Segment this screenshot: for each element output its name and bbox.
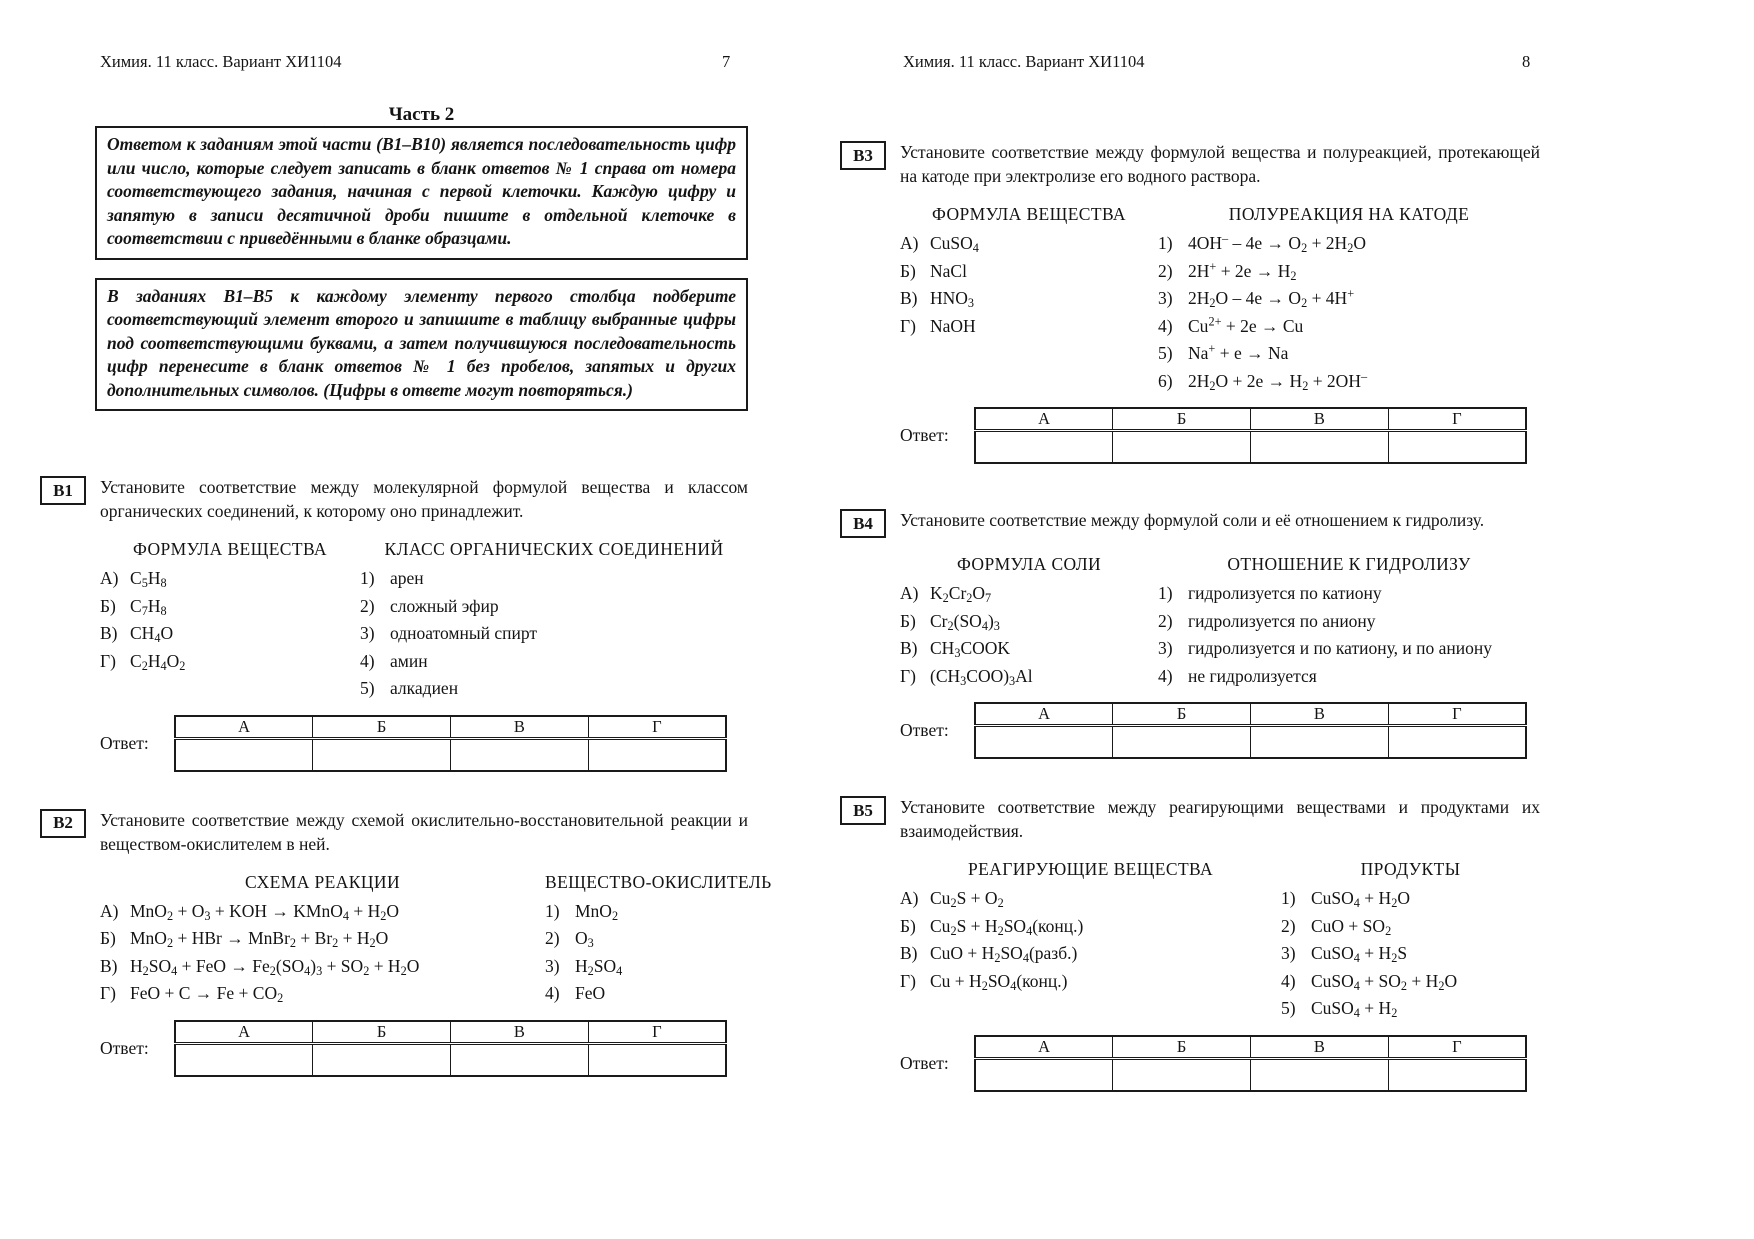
list-item bbox=[100, 953, 545, 981]
instruction-box-answers: Ответом к заданиям этой части (В1–В10) является последовательность цифр или число, которые следует записать в бланк ответов № 1 справа от номера соответствующего задания, начиная с первой клеточки. Каждую цифру и запятую в записи десятичной дроби пишите в отдельной клеточке в соответствии с приведёнными в бланке образцами. bbox=[95, 126, 748, 260]
match-list-right bbox=[360, 565, 748, 703]
list-item bbox=[545, 980, 772, 1008]
answer-cell-v[interactable] bbox=[451, 738, 589, 771]
answer-cell-g[interactable] bbox=[588, 738, 726, 771]
list-item bbox=[100, 925, 545, 953]
answer-input-row bbox=[975, 726, 1526, 759]
item-formula: $H_2SO_4$ + FeO → $Fe_2(SO_4)_3 + SO_2 + H_2O$ bbox=[130, 955, 420, 978]
answer-table bbox=[974, 407, 1527, 464]
answer-column-header: Б bbox=[1113, 1036, 1251, 1059]
answer-label: Ответ: bbox=[900, 425, 949, 445]
item-letter: Г) bbox=[100, 983, 116, 1003]
task-number-badge: В5 bbox=[840, 796, 886, 825]
item-option: гидролизуется по аниону bbox=[1188, 610, 1376, 631]
item-reagents: $Cu_2S$ + $H_2SO_4(конц.)$ bbox=[930, 915, 1084, 938]
item-number: 2) bbox=[545, 928, 560, 948]
answer-cell-b[interactable] bbox=[313, 1043, 451, 1076]
item-option: не гидролизуется bbox=[1188, 665, 1317, 686]
task-b1 bbox=[40, 475, 748, 772]
part-title: Часть 2 bbox=[388, 104, 455, 125]
list-item bbox=[1281, 913, 1540, 941]
item-formula: $HNO_3$ bbox=[930, 288, 975, 311]
answer-header-row bbox=[975, 408, 1526, 431]
answer-column-header: В bbox=[451, 716, 589, 739]
column-header-left: ФОРМУЛА СОЛИ bbox=[956, 554, 1101, 574]
task-number-badge: В3 bbox=[840, 141, 886, 170]
answer-cell-a[interactable] bbox=[975, 431, 1113, 464]
item-formula: $Cr_2(SO_4)_3$ bbox=[930, 610, 1000, 633]
item-option: одноатомный спирт bbox=[390, 623, 538, 643]
answer-table bbox=[974, 702, 1527, 759]
item-option: FeO bbox=[575, 983, 606, 1003]
list-item bbox=[1158, 608, 1540, 636]
item-formula: $C_5H_8$ bbox=[130, 568, 167, 591]
item-number: 1) bbox=[1281, 888, 1296, 908]
answer-cell-v[interactable] bbox=[1251, 726, 1389, 759]
page-7 bbox=[40, 0, 772, 1239]
column-header-right: ОТНОШЕНИЕ К ГИДРОЛИЗУ bbox=[1227, 554, 1471, 574]
match-list-left bbox=[100, 898, 545, 1008]
item-number: 5) bbox=[1158, 343, 1173, 363]
item-reagents: CuO + $H_2SO_4(разб.)$ bbox=[930, 943, 1078, 966]
answer-input-row bbox=[175, 1043, 726, 1076]
match-list-right bbox=[1281, 885, 1540, 1023]
list-item bbox=[360, 620, 748, 648]
list-item bbox=[900, 913, 1281, 941]
answer-column-header: В bbox=[1251, 703, 1389, 726]
task-question: Установите соответствие между формулой вещества и полуреакцией, протекающей на катоде при электролизе его водного раствора. bbox=[900, 142, 1540, 186]
answer-header-row bbox=[175, 716, 726, 739]
item-letter: Б) bbox=[900, 915, 916, 936]
page-header bbox=[838, 52, 1540, 72]
item-number: 1) bbox=[545, 900, 560, 921]
task-question: Установите соответствие между схемой окислительно-восстановительной реакции и веществом-окислителем в ней. bbox=[100, 809, 748, 854]
item-option: $O_3$ bbox=[575, 928, 594, 951]
answer-cell-b[interactable] bbox=[1113, 1058, 1251, 1091]
answer-column-header: Б bbox=[313, 716, 451, 739]
answer-cell-v[interactable] bbox=[451, 1043, 589, 1076]
item-letter: Г) bbox=[900, 315, 916, 336]
answer-cell-a[interactable] bbox=[175, 1043, 313, 1076]
list-item bbox=[1158, 258, 1540, 286]
task-question: Установите соответствие между реагирующими веществами и продуктами их взаимодействия. bbox=[900, 797, 1540, 841]
task-number-badge: В1 bbox=[40, 476, 86, 505]
item-formula: $CH_4O$ bbox=[130, 623, 174, 646]
answer-column-header: Б bbox=[313, 1021, 451, 1044]
item-number: 3) bbox=[360, 623, 375, 643]
task-question: Установите соответствие между молекулярной формулой вещества и классом органических соединений, к которому оно принадлежит. bbox=[100, 477, 748, 521]
answer-column-header: А bbox=[175, 1021, 313, 1044]
list-item bbox=[545, 925, 772, 953]
item-half-reaction: $2H^+ + 2e \to H_2$ bbox=[1188, 258, 1297, 283]
item-number: 1) bbox=[1158, 583, 1173, 603]
item-letter: А) bbox=[100, 900, 119, 921]
answer-column-header: Г bbox=[1388, 408, 1526, 431]
list-item bbox=[360, 565, 748, 593]
item-formula: $C_2H_4O_2$ bbox=[130, 650, 186, 673]
list-item bbox=[1281, 885, 1540, 913]
list-item bbox=[545, 898, 772, 926]
column-header-right: ВЕЩЕСТВО-ОКИСЛИТЕЛЬ bbox=[545, 871, 772, 892]
item-number: 5) bbox=[1281, 998, 1296, 1018]
answer-label: Ответ: bbox=[100, 1037, 149, 1058]
item-formula: $(CH_3COO)_3Al$ bbox=[930, 665, 1033, 688]
item-letter: А) bbox=[900, 888, 919, 908]
item-option: алкадиен bbox=[390, 678, 459, 698]
page-8 bbox=[838, 0, 1540, 1239]
list-item bbox=[1158, 313, 1540, 341]
list-item bbox=[900, 285, 1158, 313]
item-letter: Б) bbox=[900, 260, 916, 281]
list-item bbox=[900, 608, 1158, 636]
item-half-reaction: $2H_2O + 2e \to H_2 + 2OH^-$ bbox=[1188, 368, 1368, 393]
task-question: Установите соответствие между формулой соли и её отношением к гидролизу. bbox=[900, 510, 1485, 530]
list-item bbox=[1281, 995, 1540, 1023]
match-list-right bbox=[1158, 230, 1540, 395]
list-item bbox=[900, 580, 1158, 608]
item-letter: В) bbox=[100, 955, 118, 976]
list-item bbox=[1158, 285, 1540, 313]
item-option: арен bbox=[390, 568, 424, 588]
instruction-box-matching: В заданиях В1–В5 к каждому элементу первого столбца подберите соответствующий элемент второго и запишите в таблицу выбранные цифры под соответствующими буквами, а затем получившуюся последовательность цифр перенесите в бланк ответов № 1 без пробелов, запятых и других дополнительных символов. (Цифры в ответе могут повторяться.) bbox=[95, 278, 748, 412]
item-formula: $K_2Cr_2O_7$ bbox=[930, 583, 992, 606]
page-number: 8 bbox=[1522, 52, 1531, 71]
list-item bbox=[1281, 968, 1540, 996]
list-item bbox=[1158, 635, 1540, 663]
item-number: 2) bbox=[360, 595, 375, 616]
item-letter: Б) bbox=[100, 928, 116, 948]
item-option: гидролизуется по катиону bbox=[1188, 583, 1382, 603]
list-item bbox=[100, 620, 360, 648]
answer-cell-a[interactable] bbox=[175, 738, 313, 771]
item-reagents: $Cu + H_2SO_4(конц.)$ bbox=[930, 970, 1068, 993]
item-formula: NaCl bbox=[930, 260, 967, 281]
item-formula: $MnO_2 + O_3$ + KOH → KMnO$_4$ + $H_2O$ bbox=[130, 900, 399, 923]
answer-input-row bbox=[975, 1058, 1526, 1091]
list-item bbox=[900, 885, 1281, 913]
answer-input-row bbox=[975, 431, 1526, 464]
list-item bbox=[360, 648, 748, 676]
list-item bbox=[360, 675, 748, 703]
answer-column-header: А bbox=[975, 408, 1113, 431]
answer-header-row bbox=[175, 1021, 726, 1044]
item-half-reaction: Na+ + e → Na bbox=[1188, 341, 1289, 363]
task-b5 bbox=[840, 795, 1540, 1092]
item-number: 6) bbox=[1158, 370, 1173, 391]
item-option: гидролизуется и по катиону, и по аниону bbox=[1188, 638, 1492, 658]
list-item bbox=[1158, 368, 1540, 396]
column-header-right: ПОЛУРЕАКЦИЯ НА КАТОДЕ bbox=[1228, 204, 1470, 224]
answer-column-header: А bbox=[975, 1036, 1113, 1059]
item-number: 3) bbox=[1281, 943, 1296, 963]
list-item bbox=[1158, 340, 1540, 368]
item-formula: MnO$_2$ + HBr → MnBr$_2$ + $Br_2 + H_2O$ bbox=[130, 928, 389, 951]
item-number: 3) bbox=[545, 955, 560, 976]
answer-cell-b[interactable] bbox=[313, 738, 451, 771]
list-item bbox=[900, 968, 1281, 996]
item-reagents: $Cu_2S + O_2$ bbox=[930, 888, 1004, 911]
answer-cell-a[interactable] bbox=[975, 726, 1113, 759]
answer-column-header: Б bbox=[1113, 408, 1251, 431]
item-letter: Б) bbox=[100, 595, 116, 616]
item-formula: $C_7H_8$ bbox=[130, 595, 167, 618]
document-title: Химия. 11 класс. Вариант ХИ1104 bbox=[903, 52, 1145, 71]
list-item bbox=[100, 980, 545, 1008]
item-letter: Б) bbox=[900, 610, 916, 631]
answer-input-row bbox=[175, 738, 726, 771]
item-letter: А) bbox=[900, 233, 919, 253]
column-header-left: ФОРМУЛА ВЕЩЕСТВА bbox=[133, 539, 327, 559]
page-number: 7 bbox=[722, 52, 731, 71]
column-header-left: СХЕМА РЕАКЦИИ bbox=[245, 871, 400, 892]
item-formula: NaOH bbox=[930, 315, 976, 336]
answer-column-header: А bbox=[175, 716, 313, 739]
answer-cell-v[interactable] bbox=[1251, 431, 1389, 464]
answer-label: Ответ: bbox=[100, 732, 149, 753]
answer-column-header: Б bbox=[1113, 703, 1251, 726]
answer-table bbox=[174, 1020, 727, 1077]
item-option: MnO$_2$ bbox=[575, 900, 619, 923]
item-number: 4) bbox=[545, 983, 560, 1003]
answer-cell-a[interactable] bbox=[975, 1058, 1113, 1091]
list-item bbox=[1281, 940, 1540, 968]
item-number: 2) bbox=[1158, 260, 1173, 281]
answer-column-header: В bbox=[1251, 408, 1389, 431]
answer-column-header: Г bbox=[1388, 1036, 1526, 1059]
item-number: 3) bbox=[1158, 288, 1173, 308]
answer-cell-v[interactable] bbox=[1251, 1058, 1389, 1091]
item-number: 1) bbox=[360, 568, 375, 588]
column-header-left: РЕАГИРУЮЩИЕ ВЕЩЕСТВА bbox=[967, 859, 1214, 879]
item-half-reaction: $2H_2O - 4e \to O_2 + 4H^+$ bbox=[1188, 286, 1355, 311]
item-letter: Г) bbox=[900, 970, 916, 991]
list-item bbox=[900, 663, 1158, 691]
task-b2 bbox=[40, 808, 772, 1077]
answer-cell-b[interactable] bbox=[1113, 726, 1251, 759]
answer-cell-g[interactable] bbox=[1388, 431, 1526, 464]
item-products: CuSO$_4$ + $H_2O$ bbox=[1311, 888, 1410, 911]
answer-label: Ответ: bbox=[900, 1052, 949, 1073]
answer-header-row bbox=[975, 703, 1526, 726]
document-title: Химия. 11 класс. Вариант ХИ1104 bbox=[100, 52, 342, 71]
column-header-left: ФОРМУЛА ВЕЩЕСТВА bbox=[932, 204, 1126, 224]
answer-column-header: Г bbox=[588, 1021, 726, 1044]
answer-table bbox=[174, 715, 727, 772]
task-number-badge: В2 bbox=[40, 809, 86, 838]
list-item bbox=[900, 313, 1158, 341]
item-number: 2) bbox=[1281, 915, 1296, 936]
match-list-left bbox=[900, 230, 1158, 340]
match-list-left bbox=[900, 885, 1281, 995]
item-letter: В) bbox=[900, 943, 918, 963]
item-products: CuSO$_4$ + $SO_2 + H_2O$ bbox=[1311, 970, 1458, 993]
item-products: CuO + $SO_2$ bbox=[1311, 915, 1392, 938]
list-item bbox=[900, 230, 1158, 258]
list-item bbox=[900, 940, 1281, 968]
list-item bbox=[1158, 663, 1540, 691]
item-option: амин bbox=[390, 650, 428, 671]
answer-column-header: В bbox=[1251, 1036, 1389, 1059]
item-number: 4) bbox=[1281, 970, 1296, 991]
item-number: 4) bbox=[1158, 665, 1173, 686]
item-half-reaction: $Cu^{2+} + 2e \to Cu$ bbox=[1188, 313, 1304, 336]
list-item bbox=[100, 565, 360, 593]
item-option: $H_2SO_4$ bbox=[575, 955, 623, 978]
column-header-right: КЛАСС ОРГАНИЧЕСКИХ СОЕДИНЕНИЙ bbox=[384, 539, 724, 559]
task-number-badge: В4 bbox=[840, 509, 886, 538]
list-item bbox=[545, 953, 772, 981]
match-list-right bbox=[1158, 580, 1540, 690]
item-letter: Г) bbox=[900, 665, 916, 686]
item-formula: FeO + $C \to Fe + CO_2$ bbox=[130, 983, 284, 1006]
item-letter: В) bbox=[900, 638, 918, 658]
match-list-left bbox=[100, 565, 360, 675]
item-products: CuSO$_4$ + $H_2S$ bbox=[1311, 943, 1408, 966]
item-products: CuSO$_4$ + $H_2$ bbox=[1311, 998, 1398, 1021]
list-item bbox=[100, 898, 545, 926]
item-number: 5) bbox=[360, 678, 375, 698]
item-number: 4) bbox=[360, 650, 375, 671]
answer-cell-g[interactable] bbox=[1388, 1058, 1526, 1091]
answer-header-row bbox=[975, 1036, 1526, 1059]
item-letter: Г) bbox=[100, 650, 116, 671]
item-formula: $CH_3COOK$ bbox=[930, 638, 1011, 661]
answer-column-header: А bbox=[975, 703, 1113, 726]
answer-cell-g[interactable] bbox=[588, 1043, 726, 1076]
item-option: сложный эфир bbox=[390, 595, 499, 616]
list-item bbox=[360, 593, 748, 621]
answer-table bbox=[974, 1035, 1527, 1092]
list-item bbox=[1158, 230, 1540, 258]
answer-column-header: Г bbox=[1388, 703, 1526, 726]
list-item bbox=[900, 635, 1158, 663]
match-list-left bbox=[900, 580, 1158, 690]
match-list-right bbox=[545, 898, 772, 1008]
answer-cell-b[interactable] bbox=[1113, 431, 1251, 464]
item-half-reaction: $4OH^- - 4e \to O_2 + 2H_2O$ bbox=[1188, 231, 1366, 256]
answer-label: Ответ: bbox=[900, 720, 949, 740]
answer-column-header: В bbox=[451, 1021, 589, 1044]
list-item bbox=[1158, 580, 1540, 608]
page-header bbox=[40, 52, 748, 72]
item-number: 2) bbox=[1158, 610, 1173, 631]
list-item bbox=[100, 593, 360, 621]
list-item bbox=[900, 258, 1158, 286]
item-number: 1) bbox=[1158, 233, 1173, 253]
item-letter: В) bbox=[100, 623, 118, 643]
list-item bbox=[100, 648, 360, 676]
item-letter: А) bbox=[900, 583, 919, 603]
column-header-right: ПРОДУКТЫ bbox=[1360, 859, 1461, 879]
item-letter: В) bbox=[900, 288, 918, 308]
task-b4 bbox=[840, 508, 1540, 759]
task-b3 bbox=[840, 140, 1540, 464]
item-number: 4) bbox=[1158, 315, 1173, 336]
answer-column-header: Г bbox=[588, 716, 726, 739]
item-letter: А) bbox=[100, 568, 119, 588]
answer-cell-g[interactable] bbox=[1388, 726, 1526, 759]
item-number: 3) bbox=[1158, 638, 1173, 658]
item-formula: CuSO$_4$ bbox=[930, 233, 979, 256]
